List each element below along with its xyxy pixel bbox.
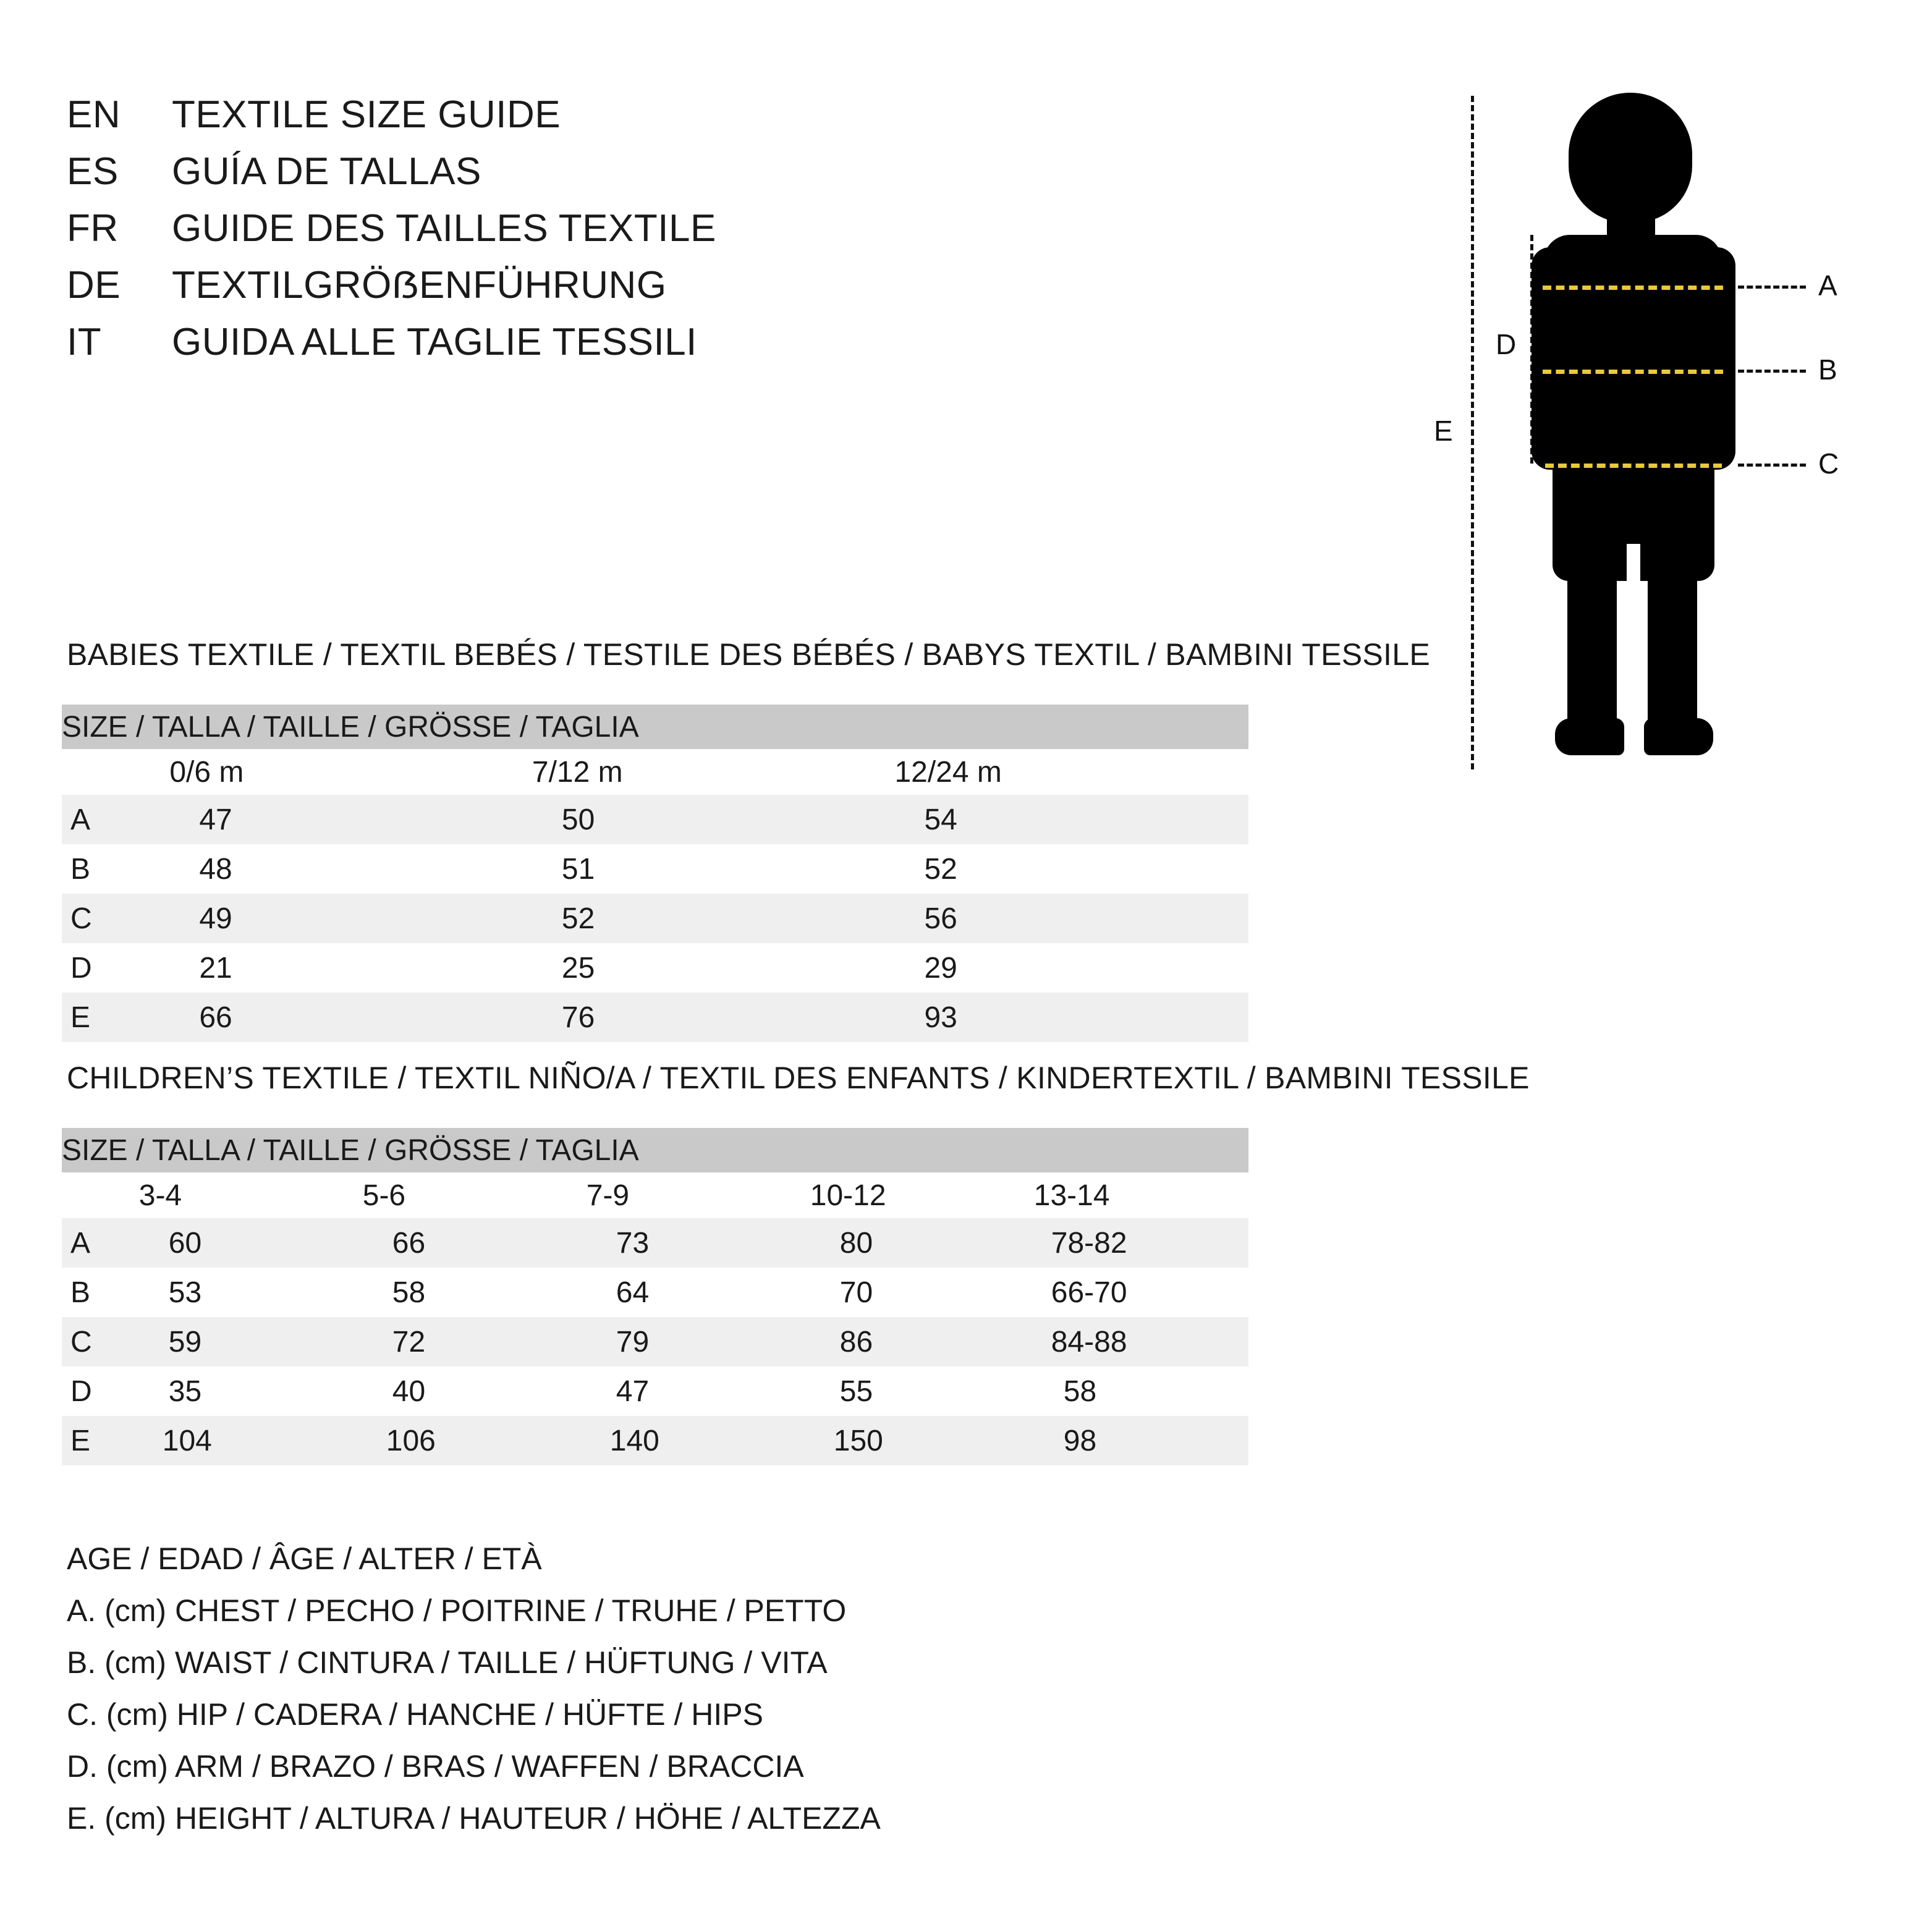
row-label: E <box>62 993 161 1042</box>
cell-value: 140 <box>578 1416 802 1465</box>
language-code: ES <box>67 150 119 193</box>
column-header: 7-9 <box>578 1172 802 1218</box>
cell-value: 59 <box>130 1317 354 1366</box>
cell-value: 21 <box>161 943 523 993</box>
legend-item: AGE / EDAD / ÂGE / ALTER / ETÀ <box>67 1541 542 1576</box>
measurement-figure <box>1409 80 1879 779</box>
column-header: 0/6 m <box>161 749 523 795</box>
hip-leader-line <box>1738 464 1806 467</box>
cell-value: 48 <box>161 844 523 894</box>
legend-item-arm: D. (cm) ARM / BRAZO / BRAS / WAFFEN / BRACCIA <box>67 1749 804 1784</box>
children-size-table <box>62 1128 1248 1465</box>
cell-value: 80 <box>802 1218 1025 1268</box>
table-row <box>62 1218 1248 1268</box>
waist-leader-line <box>1738 370 1806 373</box>
cell-value: 84-88 <box>1025 1317 1248 1366</box>
hip-measure-line <box>1545 464 1722 468</box>
table-row <box>62 1268 1248 1317</box>
cell-value: 150 <box>802 1416 1025 1465</box>
children-table-header: SIZE / TALLA / TAILLE / GRÖSSE / TAGLIA <box>62 1128 1248 1172</box>
cell-value: 56 <box>886 894 1248 943</box>
cell-value: 54 <box>886 795 1248 844</box>
cell-value: 66 <box>354 1218 578 1268</box>
children-section-title: CHILDREN’S TEXTILE / TEXTIL NIÑO/A / TEXTIL DES ENFANTS / KINDERTEXTIL / BAMBINI TESSILE <box>67 1061 1530 1095</box>
language-row <box>67 93 1241 150</box>
cell-value: 50 <box>523 795 886 844</box>
cell-value: 86 <box>802 1317 1025 1366</box>
cell-value: 29 <box>886 943 1248 993</box>
chest-leader-line <box>1738 286 1806 289</box>
table-row <box>62 993 1248 1042</box>
cell-value: 25 <box>523 943 886 993</box>
waist-measure-line <box>1543 370 1723 374</box>
language-title: TEXTILE SIZE GUIDE <box>172 93 561 136</box>
cell-value: 93 <box>886 993 1248 1042</box>
table-row <box>62 943 1248 993</box>
height-guide-line-e <box>1471 96 1474 769</box>
cell-value: 35 <box>130 1366 354 1416</box>
cell-value: 73 <box>578 1218 802 1268</box>
language-title: GUIDA ALLE TAGLIE TESSILI <box>172 321 697 363</box>
cell-value: 53 <box>130 1268 354 1317</box>
table-row <box>62 1416 1248 1465</box>
row-label: B <box>62 1268 130 1317</box>
table-row <box>62 795 1248 844</box>
language-row <box>67 150 1241 206</box>
row-label: D <box>62 943 161 993</box>
column-header: 13-14 <box>1025 1172 1248 1218</box>
language-code: IT <box>67 321 102 363</box>
table-column-row <box>62 1172 1248 1218</box>
row-label: C <box>62 894 161 943</box>
cell-value: 70 <box>802 1268 1025 1317</box>
cell-value: 51 <box>523 844 886 894</box>
cell-value: 66 <box>161 993 523 1042</box>
cell-value: 98 <box>1025 1416 1248 1465</box>
column-header: 10-12 <box>802 1172 1025 1218</box>
language-title: TEXTILGRÖẞENFÜHRUNG <box>172 264 667 307</box>
row-label: B <box>62 844 161 894</box>
row-label: D <box>62 1366 130 1416</box>
chest-measure-line <box>1543 286 1723 290</box>
language-code: FR <box>67 207 119 250</box>
language-code: EN <box>67 93 121 136</box>
table-row <box>62 1366 1248 1416</box>
child-silhouette-icon <box>1520 93 1743 766</box>
table-column-row <box>62 749 1248 795</box>
cell-value: 106 <box>354 1416 578 1465</box>
table-header-row <box>62 705 1248 749</box>
cell-value: 47 <box>161 795 523 844</box>
table-row <box>62 1317 1248 1366</box>
cell-value: 72 <box>354 1317 578 1366</box>
row-label: A <box>62 795 161 844</box>
table-header-row <box>62 1128 1248 1172</box>
babies-size-table <box>62 705 1248 1042</box>
cell-value: 40 <box>354 1366 578 1416</box>
cell-value: 78-82 <box>1025 1218 1248 1268</box>
column-header: 5-6 <box>354 1172 578 1218</box>
language-title: GUÍA DE TALLAS <box>172 150 481 193</box>
cell-value: 58 <box>1025 1366 1248 1416</box>
cell-value: 64 <box>578 1268 802 1317</box>
table-row <box>62 844 1248 894</box>
row-label: A <box>62 1218 130 1268</box>
column-header: 7/12 m <box>523 749 886 795</box>
language-title-list <box>67 93 1241 377</box>
empty-corner-cell <box>62 749 161 795</box>
cell-value: 49 <box>161 894 523 943</box>
language-row <box>67 263 1241 320</box>
legend-item-hip: C. (cm) HIP / CADERA / HANCHE / HÜFTE / HIPS <box>67 1697 763 1732</box>
figure-label-a: A <box>1818 269 1837 302</box>
cell-value: 76 <box>523 993 886 1042</box>
cell-value: 55 <box>802 1366 1025 1416</box>
figure-label-b: B <box>1818 354 1837 386</box>
table-row <box>62 894 1248 943</box>
row-label: C <box>62 1317 130 1366</box>
cell-value: 79 <box>578 1317 802 1366</box>
cell-value: 58 <box>354 1268 578 1317</box>
figure-label-c: C <box>1818 447 1839 480</box>
cell-value: 52 <box>523 894 886 943</box>
babies-table-header: SIZE / TALLA / TAILLE / GRÖSSE / TAGLIA <box>62 705 1248 749</box>
cell-value: 104 <box>130 1416 354 1465</box>
legend-item-waist: B. (cm) WAIST / CINTURA / TAILLE / HÜFTUNG / VITA <box>67 1645 828 1680</box>
column-header: 12/24 m <box>886 749 1248 795</box>
measurement-legend <box>67 1533 1303 1844</box>
legend-item-chest: A. (cm) CHEST / PECHO / POITRINE / TRUHE / PETTO <box>67 1593 847 1628</box>
cell-value: 66-70 <box>1025 1268 1248 1317</box>
language-title: GUIDE DES TAILLES TEXTILE <box>172 207 716 250</box>
babies-section-title: BABIES TEXTILE / TEXTIL BEBÉS / TESTILE DES BÉBÉS / BABYS TEXTIL / BAMBINI TESSILE <box>67 637 1430 672</box>
figure-label-d: D <box>1496 328 1517 360</box>
row-label: E <box>62 1416 130 1465</box>
column-header: 3-4 <box>130 1172 354 1218</box>
language-row <box>67 206 1241 263</box>
cell-value: 47 <box>578 1366 802 1416</box>
figure-label-e: E <box>1434 415 1453 447</box>
cell-value: 52 <box>886 844 1248 894</box>
language-code: DE <box>67 264 121 307</box>
empty-corner-cell <box>62 1172 130 1218</box>
language-row <box>67 320 1241 377</box>
cell-value: 60 <box>130 1218 354 1268</box>
legend-item-height: E. (cm) HEIGHT / ALTURA / HAUTEUR / HÖHE / ALTEZZA <box>67 1801 881 1836</box>
